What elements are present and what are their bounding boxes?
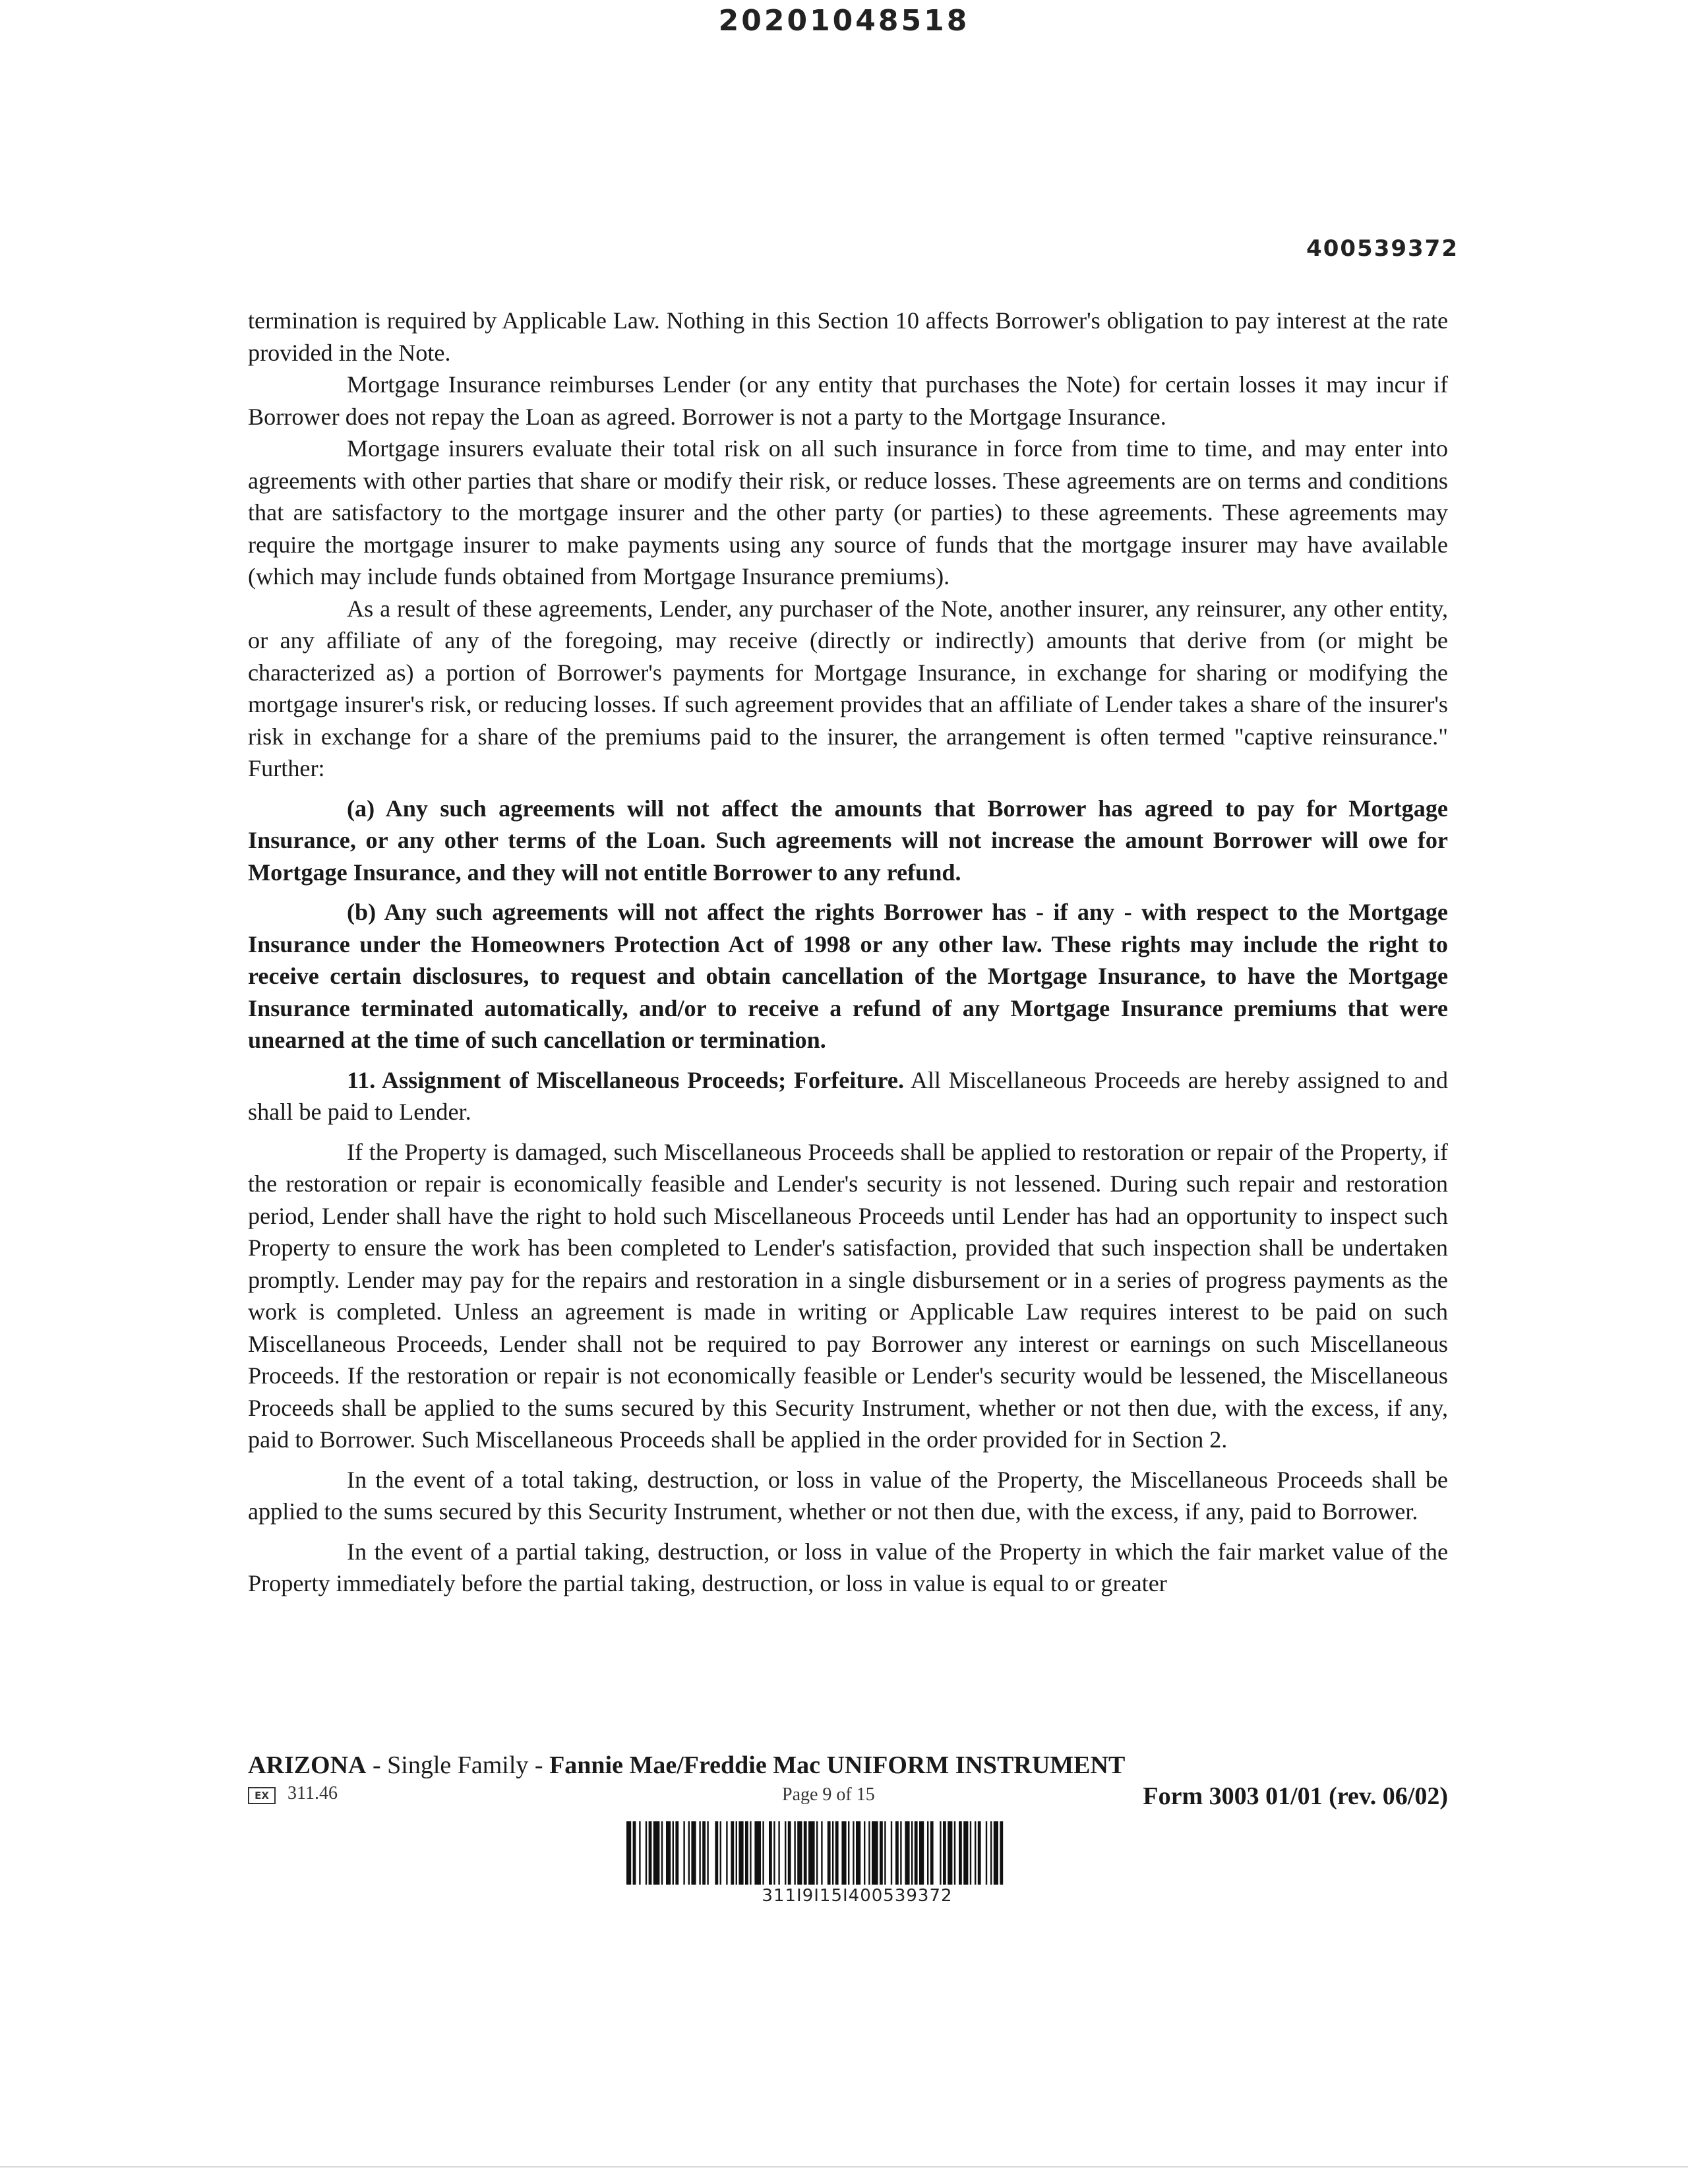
barcode-bar xyxy=(970,1821,971,1885)
barcode-bar xyxy=(816,1821,818,1885)
barcode-bar xyxy=(646,1821,647,1885)
barcode-bar xyxy=(880,1821,883,1885)
recording-number: 20201048518 xyxy=(718,4,970,38)
barcode-bar xyxy=(707,1821,708,1885)
barcode-bar xyxy=(841,1821,846,1885)
barcode-bar xyxy=(699,1821,700,1885)
barcode-bar xyxy=(990,1821,992,1885)
barcode-bar xyxy=(954,1821,955,1885)
barcode-bar xyxy=(994,1821,998,1885)
paragraph-clause-a: (a) Any such agreements will not affect the amounts that Borrower has agreed to pay for Mortgage Insurance, or any other terms of the Loan. Such agreements will not increase the amount Borrower will owe for Mortgage Insurance, and they will not entitle Borrower to any refund. xyxy=(248,795,1448,886)
paragraph-continuation: termination is required by Applicable Law. Nothing in this Section 10 affects Borrower's obligation to pay interest at the rate provided in the Note. xyxy=(248,307,1448,366)
barcode-bar xyxy=(905,1821,909,1885)
barcode-bar xyxy=(895,1821,899,1885)
barcode-bar xyxy=(959,1821,962,1885)
paragraph-partial-taking: In the event of a partial taking, destruction, or loss in value of the Property in which the fair market value of the Property immediately before the partial taking, destruction, or loss in value is equal to or greater xyxy=(248,1538,1448,1596)
barcode-bar xyxy=(788,1821,791,1885)
scan-edge-line xyxy=(0,2166,1688,2168)
barcode-bar xyxy=(666,1821,671,1885)
paragraph-property-damaged: If the Property is damaged, such Miscellaneous Proceeds shall be applied to restoration or repair of the Property, if the restoration or repair is economically feasible and Lender's security is not lessened. During such repair and restoration period, Lender shall have the right to hold such Miscellaneous Proceeds until Lender has had an opportunity to inspect such Property to ensure the work has been completed to Lender's satisfaction, provided that such inspection shall be undertaken promptly. Lender may pay for the repairs and restoration in a single disbursement or in a series of progress payments as the work is completed. Unless an agreement is made in writing or Applicable Law requires interest to be paid on such Miscellaneous Proceeds, Lender shall not be required to pay Borrower any interest or earnings on such Miscellaneous Proceeds. If the restoration or repair is not economically feasible or Lender's security would be lessened, the Miscellaneous Proceeds shall be applied to the sums secured by this Security Instrument, whether or not then due, with the excess, if any, paid to Borrower. Such Miscellaneous Proceeds shall be applied in the order provided for in Section 2. xyxy=(248,1138,1448,1453)
paragraph-total-taking: In the event of a total taking, destruction, or loss in value of the Property, the Miscellaneous Proceeds shall be applied to the sums secured by this Security Instrument, whether or not then due, with the excess, if any, paid to Borrower. xyxy=(248,1466,1448,1525)
barcode-bar xyxy=(853,1821,854,1885)
barcode-bar xyxy=(978,1821,981,1885)
barcode-bar xyxy=(754,1821,761,1885)
barcode-bar xyxy=(856,1821,860,1885)
paragraph-clause-b: (b) Any such agreements will not affect the rights Borrower has - if any - with respect to the Mortgage Insurance under the Homeowners Protection Act of 1998 or any other law. These rights may include the right to receive certain disclosures, to request and obtain cancellation of the Mortgage Insurance, to have the Mortgage Insurance terminated automatically, and/or to receive a refund of any Mortgage Insurance premiums that were unearned at the time of such cancellation or termination. xyxy=(248,899,1448,1053)
barcode-bar xyxy=(633,1821,636,1885)
barcode-bar xyxy=(773,1821,775,1885)
paragraph-mortgage-insurers-evaluate: Mortgage insurers evaluate their total risk on all such insurance in force from time to time, and may enter into agreements with other parties that share or modify their risk, or reduce losses. These agreements are on terms and conditions that are satisfactory to the mortgage insurer and the other party (or parties) to these agreements. These agreements may require the mortgage insurer to make payments using any source of funds that the mortgage insurer may have available (which may include funds obtained from Mortgage Insurance premiums). xyxy=(248,435,1448,590)
barcode-bar xyxy=(797,1821,802,1885)
barcode-bar xyxy=(943,1821,946,1885)
barcode-bar xyxy=(626,1821,631,1885)
barcode-bar xyxy=(1000,1821,1003,1885)
barcode-bar xyxy=(639,1821,640,1885)
barcode-bar xyxy=(930,1821,934,1885)
barcode-bar xyxy=(720,1821,721,1885)
barcode-bar xyxy=(745,1821,748,1885)
barcode-bar xyxy=(872,1821,878,1885)
barcode-bar xyxy=(828,1821,831,1885)
barcode-bar xyxy=(673,1821,674,1885)
section-11-text: All Miscellaneous Proceeds are hereby assigned to and shall be paid to Lender. xyxy=(248,1066,1448,1125)
barcode-bar xyxy=(986,1821,987,1885)
barcode-bar xyxy=(688,1821,690,1885)
footer-state: ARIZONA xyxy=(248,1751,367,1779)
barcode-bar xyxy=(919,1821,924,1885)
ex-logo-icon: EX xyxy=(248,1787,276,1804)
barcode-caption: 311I9I15I400539372 xyxy=(762,1886,953,1906)
barcode-bar xyxy=(975,1821,976,1885)
barcode-bar xyxy=(661,1821,663,1885)
loan-number: 400539372 xyxy=(1306,235,1459,262)
barcode-bar xyxy=(963,1821,968,1885)
barcode-bar xyxy=(927,1821,928,1885)
barcode-bar xyxy=(649,1821,652,1885)
form-code: 311.46 xyxy=(287,1783,338,1804)
barcode-bar xyxy=(948,1821,952,1885)
barcode-bar xyxy=(848,1821,849,1885)
section-11-heading: 11. Assignment of Miscellaneous Proceeds; Forfeiture. xyxy=(347,1066,905,1093)
page-indicator: Page 9 of 15 xyxy=(782,1784,875,1805)
barcode-bar xyxy=(940,1821,941,1885)
barcode-bar xyxy=(864,1821,865,1885)
barcode-bar xyxy=(653,1821,660,1885)
barcode-bar xyxy=(736,1821,737,1885)
barcode-bar xyxy=(738,1821,743,1885)
barcode-bar xyxy=(808,1821,815,1885)
barcode-bar xyxy=(683,1821,684,1885)
barcode-bar xyxy=(731,1821,734,1885)
barcode-bar xyxy=(691,1821,696,1885)
footer-separator: - Single Family - xyxy=(366,1751,550,1779)
footer-instrument: Fannie Mae/Freddie Mac UNIFORM INSTRUMENT xyxy=(549,1751,1126,1779)
barcode-bar xyxy=(915,1821,918,1885)
barcode-bar xyxy=(778,1821,779,1885)
barcode-bar xyxy=(702,1821,706,1885)
barcode-bar xyxy=(804,1821,807,1885)
barcode-bar xyxy=(762,1821,764,1885)
barcode-bar xyxy=(750,1821,751,1885)
barcode-bar xyxy=(715,1821,718,1885)
barcode-bar xyxy=(911,1821,913,1885)
footer-instrument-line xyxy=(248,1751,1125,1780)
barcode xyxy=(626,1821,1088,1885)
barcode-bar xyxy=(785,1821,786,1885)
document-body xyxy=(248,305,1448,1600)
footer-form-line xyxy=(248,1782,1448,1812)
section-11-paragraph xyxy=(248,1064,1448,1128)
barcode-bar xyxy=(726,1821,727,1885)
barcode-bar xyxy=(675,1821,678,1885)
barcode-bar xyxy=(868,1821,870,1885)
barcode-bar xyxy=(891,1821,892,1885)
barcode-bar xyxy=(835,1821,839,1885)
form-number: Form 3003 01/01 (rev. 06/02) xyxy=(1143,1782,1448,1810)
barcode-bar xyxy=(884,1821,886,1885)
paragraph-result-of-agreements: As a result of these agreements, Lender, any purchaser of the Note, another insurer, any reinsurer, any other entity, or any affiliate of any of the foregoing, may receive (directly or indirectly) amounts that derive from (or might be characterized as) a portion of Borrower's payments for Mortgage Insurance, in exchange for sharing or modifying the mortgage insurer's risk, or reducing losses. If such agreement provides that an affiliate of Lender takes a share of the insurer's risk in exchange for a share of the premiums paid to the insurer, the arrangement is often termed "captive reinsurance." Further: xyxy=(248,595,1448,781)
barcode-bar xyxy=(821,1821,822,1885)
barcode-bar xyxy=(832,1821,833,1885)
barcode-bar xyxy=(794,1821,795,1885)
barcode-bar xyxy=(769,1821,772,1885)
paragraph-mortgage-insurance-reimburses: Mortgage Insurance reimburses Lender (or any entity that purchases the Note) for certain losses it may incur if Borrower does not repay the Loan as agreed. Borrower is not a party to the Mortgage Insurance. xyxy=(248,371,1448,430)
barcode-bar xyxy=(900,1821,901,1885)
